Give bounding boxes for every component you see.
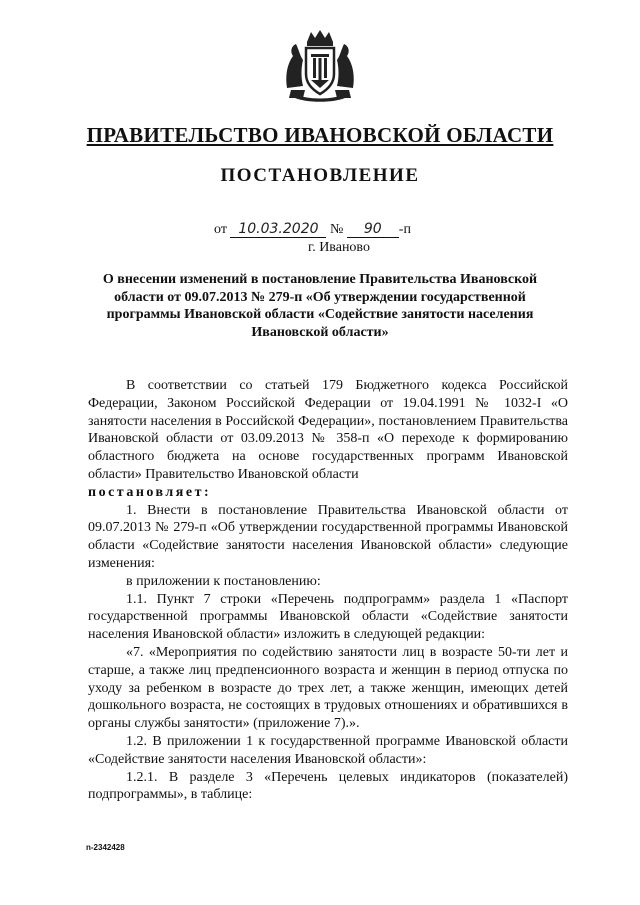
date-prefix: от — [214, 222, 227, 237]
paragraph-1: 1. Внести в постановление Правительства Ивановской области от 09.07.2013 № 279-п «Об утверждении государственной программы Ивановской области «Содействие занятости населения Ивановской области» следующие изменения: — [88, 502, 568, 571]
paragraph-1-2: 1.2. В приложении 1 к государственной программе Ивановской области «Содействие занятости населения Ивановской области»: — [88, 733, 568, 767]
document-id: n-2342428 — [86, 843, 125, 852]
coat-of-arms-icon — [281, 28, 359, 102]
number-sign: № — [329, 222, 344, 237]
paragraph-1-2-1: 1.2.1. В разделе 3 «Перечень целевых индикаторов (показателей) подпрограммы», в таблице: — [88, 769, 568, 803]
resolves-keyword: постановляет: — [88, 484, 212, 500]
paragraph-quote: «7. «Мероприятия по содействию занятости лиц в возрасте 50-ти лет и старше, а также лиц предпенсионного возраста и женщин в период отпуска по уходу за ребенком в возрасте до трех лет, а также женщин, имеющих детей дошкольного возраста, не состоящих в трудовых отношениях и обратившихся в органы службы занятости» (приложение 7).». — [88, 644, 568, 732]
paragraph-1-1: 1.1. Пункт 7 строки «Перечень подпрограмм» раздела 1 «Паспорт государственной программы Ивановской области «Содействие занятости населения Ивановской области» изложить в следующей редакции: — [88, 591, 568, 643]
number-suffix: -п — [398, 222, 411, 237]
city: г. Иваново — [308, 240, 370, 255]
document-type: ПОСТАНОВЛЕНИЕ — [220, 165, 420, 186]
handwritten-number: 90 — [347, 222, 399, 238]
handwritten-date: 10.03.2020 — [230, 222, 326, 238]
document-body — [88, 377, 568, 804]
government-title: ПРАВИТЕЛЬСТВО ИВАНОВСКОЙ ОБЛАСТИ — [86, 123, 554, 147]
document-heading: О внесении изменений в постановление Правительства Ивановской области от 09.07.2013 № 279-п «Об утверждении государственной программы Ивановской области «Содействие занятости населения Ивановской области» — [102, 272, 538, 340]
paragraph-intro: В соответствии со статьей 179 Бюджетного кодекса Российской Федерации, Законом Российской Федерации от 19.04.1991 № 1032-I «О занятости населения в Российской Федерации», постановлением Правительства Ивановской области от 03.09.2013 № 358-п «О переходе к формированию областного бюджета на основе государственных программ Ивановской области» Правительство Ивановской области — [88, 378, 568, 482]
date-number-line — [214, 222, 411, 238]
paragraph-annex: в приложении к постановлению: — [126, 573, 321, 589]
paragraph-resolves — [88, 484, 568, 502]
